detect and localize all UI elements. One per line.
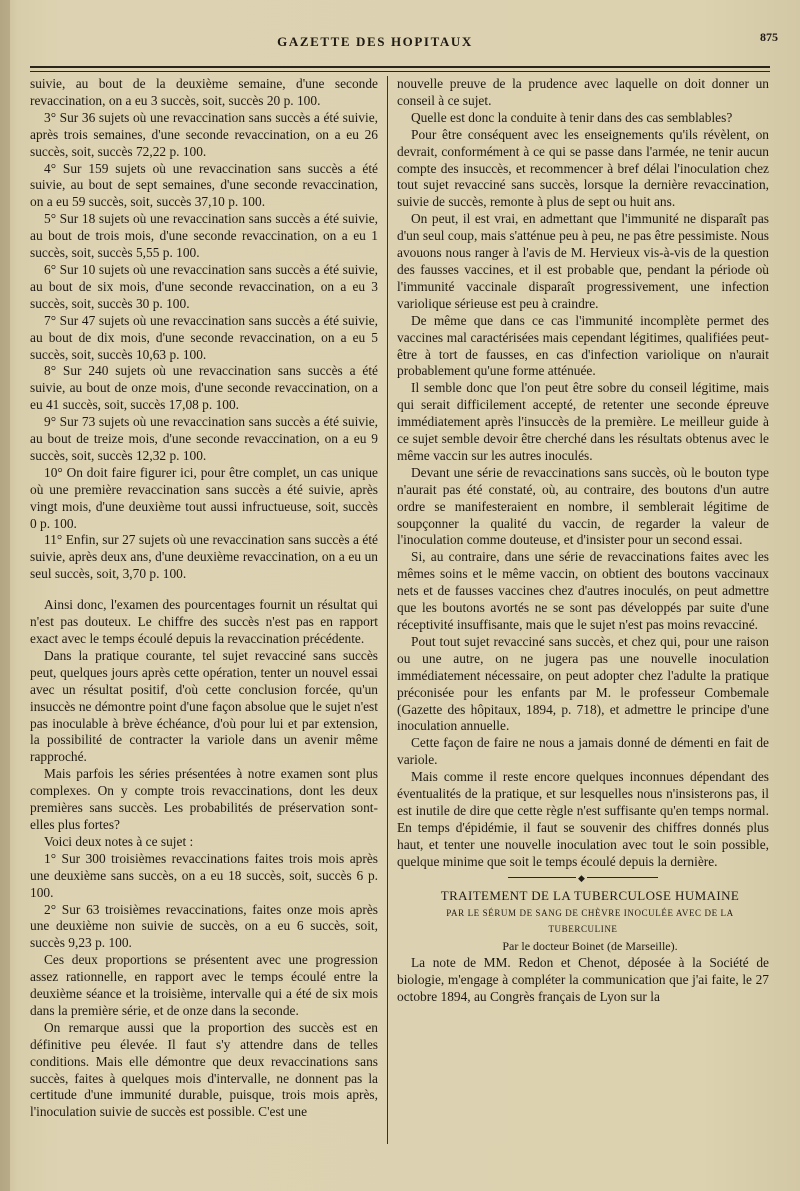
paragraph: 10° On doit faire figurer ici, pour être complet, un cas unique où une première revaccination sans succès a été suivie, après vingt mois, d'une deuxième tout aussi infructueuse, soit, succès 0 p. 100. <box>30 464 378 531</box>
paragraph: 7° Sur 47 sujets où une revaccination sans succès a été suivie, au bout de dix mois, d'une seconde revaccination, on a eu 5 succès, soit, succès 10,63 p. 100. <box>30 312 378 362</box>
column-divider <box>387 76 388 1144</box>
paragraph: 8° Sur 240 sujets où une revaccination sans succès a été suivie, au bout de onze mois, d'une seconde revaccination, on a eu 41 succès, soit, succès 17,08 p. 100. <box>30 363 378 413</box>
paragraph: Il semble donc que l'on peut être sobre du conseil légitime, mais qui serait difficilement accepté, de retenter une seconde épreuve immédiatement après l'insuccès de la première. Le meilleur guide à ce sujet semble devoir être cherché dans les résultats obtenus avec le même vaccin sur les autres inoculés. <box>397 380 769 463</box>
paragraph: Mais parfois les séries présentées à notre examen sont plus complexes. On y compte trois revaccinations, dont les deux premières sans succès. Les probabilités de préservation sont-elles plus fortes? <box>30 766 378 832</box>
section-author: Par le docteur Boinet (de Marseille). <box>502 939 678 954</box>
paragraph: 6° Sur 10 sujets où une revaccination sans succès a été suivie, au bout de six mois, d'une seconde revaccination, on a eu 3 succès, soit, succès 30 p. 100. <box>30 261 378 311</box>
header-rule-thin <box>30 71 770 72</box>
section-separator <box>508 877 658 878</box>
paragraph-gap <box>30 583 378 597</box>
paragraph: Voici deux notes à ce sujet : <box>44 833 194 849</box>
paragraph: Quelle est donc la conduite à tenir dans des cas semblables? <box>411 109 733 125</box>
page-spine-shadow <box>0 0 10 1191</box>
paragraph: nouvelle preuve de la prudence avec laquelle on doit donner un conseil à ce sujet. <box>397 76 769 108</box>
paragraph: Devant une série de revaccinations sans succès, où le bouton type n'aurait pas été constaté, où, au contraire, des boutons d'un autre ordre se manifesteraient en nombre, il semblerait légitime de soupçonner la qualité du vaccin, de regarder la valeur de l'inoculation comme douteuse, et d'insister pour un second essai. <box>397 464 769 548</box>
paragraph: 4° Sur 159 sujets où une revaccination sans succès a été suivie, au bout de sept semaines, d'une seconde revaccination, on a eu 59 succès, soit, succès 37,10 p. 100. <box>30 160 378 210</box>
left-column <box>30 76 378 1121</box>
paragraph: 9° Sur 73 sujets où une revaccination sans succès a été suivie, au bout de treize mois, d'une seconde revaccination, on a eu 9 succès, soit, succès 12,32 p. 100. <box>30 414 378 463</box>
paragraph: Dans la pratique courante, tel sujet revacciné sans succès peut, quelques jours après cette opération, tenter un nouvel essai avec un résultat positif, d'où cette conclusion forcée, qu'un insuccès ne démontre point d'une façon absolue que le sujet n'est pas inoculable à brève échéance, d'où pour lui et par extension, la possibilité de contracter la variole dans un avenir même rapproché. <box>30 647 378 765</box>
running-title: GAZETTE DES HOPITAUX <box>277 34 473 49</box>
paragraph: 2° Sur 63 troisièmes revaccinations, faites onze mois après une deuxième non suivie de succès, on a eu 6 succès, soit, succès 9,23 p. 100. <box>30 901 378 951</box>
paragraph: Cette façon de faire ne nous a jamais donné de démenti en fait de variole. <box>397 735 769 768</box>
paragraph: Si, au contraire, dans une série de revaccinations faites avec les mêmes soins et le même vaccin, on obtient des boutons vaccinaux nets et de fausses vaccines chez d'autres inoculés, on peut admettre que les boutons avortés ne se sont pas développés par suite d'une réceptivité insuffisante, mais que le sujet n'est pas moins revacciné. <box>397 549 769 632</box>
page-number: 875 <box>760 30 778 44</box>
paragraph: 3° Sur 36 sujets où une revaccination sans succès a été suivie, après trois semaines, d'une seconde revaccination, on a eu 26 succès, soit, succès 72,22 p. 100. <box>30 109 378 159</box>
section-subtitle: PAR LE SÉRUM DE SANG DE CHÈVRE INOCULÉE AVEC DE LA TUBERCULINE <box>446 907 734 935</box>
paragraph: 5° Sur 18 sujets où une revaccination sans succès a été suivie, au bout de trois mois, d'une seconde revaccination, on a eu 1 succès, soit, succès 5,55 p. 100. <box>30 211 378 261</box>
paragraph: Mais comme il reste encore quelques inconnues dépendant des éventualités de la pratique, et sur lesquelles nous n'insisterons pas, il est inutile de dire que cette règle n'est suffisante qu'en temps normal. En temps d'épidémie, il faut se souvenir des chiffres donnés plus haut, et tenter une nouvelle inoculation avec tout le soin possible, quelque minime que soit le temps écoulé depuis la dernière. <box>397 769 769 869</box>
paragraph: Ces deux proportions se présentent avec une progression assez rationnelle, en rapport avec le temps écoulé entre la deuxième séance et la troisième, intervalle qui a été de six mois dans la première série, et de onze dans la seconde. <box>30 952 378 1018</box>
section-title: TRAITEMENT DE LA TUBERCULOSE HUMAINE <box>440 887 740 903</box>
paragraph: On remarque aussi que la proportion des succès est en définitive peu élevée. Il faut s'y attendre dans de telles conditions. Mais elle démontre que deux revaccinations sans succès, faites à quelques mois d'intervalle, ne donnent pas la certitude d'une immunité durable, puisque, trois mois après, l'inoculation suivie de succès est possible. C'est une <box>30 1019 378 1120</box>
paragraph: On peut, il est vrai, en admettant que l'immunité ne disparaît pas d'un seul coup, mais s'atténue peu à peu, ne pas être pessimiste. Nous avouons nous ranger à l'avis de M. Hervieux vis-à-vis de la question des fausses vaccines, et il est probable que, pendant la période où l'immunité vaccinale disparaît progressivement, une infection variolique sérieuse est peu à craindre. <box>397 211 769 311</box>
right-column <box>397 76 769 1006</box>
paragraph: Ainsi donc, l'examen des pourcentages fournit un résultat qui n'est pas douteux. Le chiffre des succès n'est pas en rapport exact avec le temps écoulé depuis la revaccination précédente. <box>30 597 378 646</box>
page-header <box>0 30 800 58</box>
paragraph: 1° Sur 300 troisièmes revaccinations faites trois mois après une deuxième sans succès, on a eu 18 succès, soit, succès 6 p. 100. <box>30 850 378 900</box>
header-rule-thick <box>30 66 770 68</box>
paragraph: 11° Enfin, sur 27 sujets où une revaccination sans succès a été suivie, après deux ans, d'une deuxième revaccination, on a eu un seul succès, soit, 3,70 p. 100. <box>30 532 378 582</box>
paragraph: suivie, au bout de la deuxième semaine, d'une seconde revaccination, on a eu 3 succès, soit, succès 20 p. 100. <box>30 76 378 108</box>
paragraph: Pout tout sujet revacciné sans succès, et chez qui, pour une raison ou une autre, on ne jugera pas une nouvelle inoculation immédiatement nécessaire, on peut adopter chez l'adulte la pratique préconisée pour les enfants par M. le professeur Combemale (Gazette des hôpitaux, 1894, p. 718), et admettre le principe d'une inoculation annuelle. <box>397 633 769 734</box>
paragraph: De même que dans ce cas l'immunité incomplète permet des vaccines mal caractérisées mais cependant légitimes, qualifiées peut-être à tort de fausses, en cas d'infection variolique on n'aurait probablement qu'une forme atténuée. <box>397 312 769 379</box>
paragraph: Pour être conséquent avec les enseignements qu'ils révèlent, on devrait, conformément à ce qui se passe dans l'armée, ne tenir aucun compte des insuccès, et recommencer à bref délai l'inoculation chez tout sujet revacciné sans succès, lorsque la dernière revaccination, suivie de succès, remonte à plus de sept ou huit ans. <box>397 126 769 210</box>
paragraph: La note de MM. Redon et Chenot, déposée à la Société de biologie, m'engage à compléter la communication que j'ai faite, le 27 octobre 1894, au Congrès français de Lyon sur la <box>397 955 769 1005</box>
